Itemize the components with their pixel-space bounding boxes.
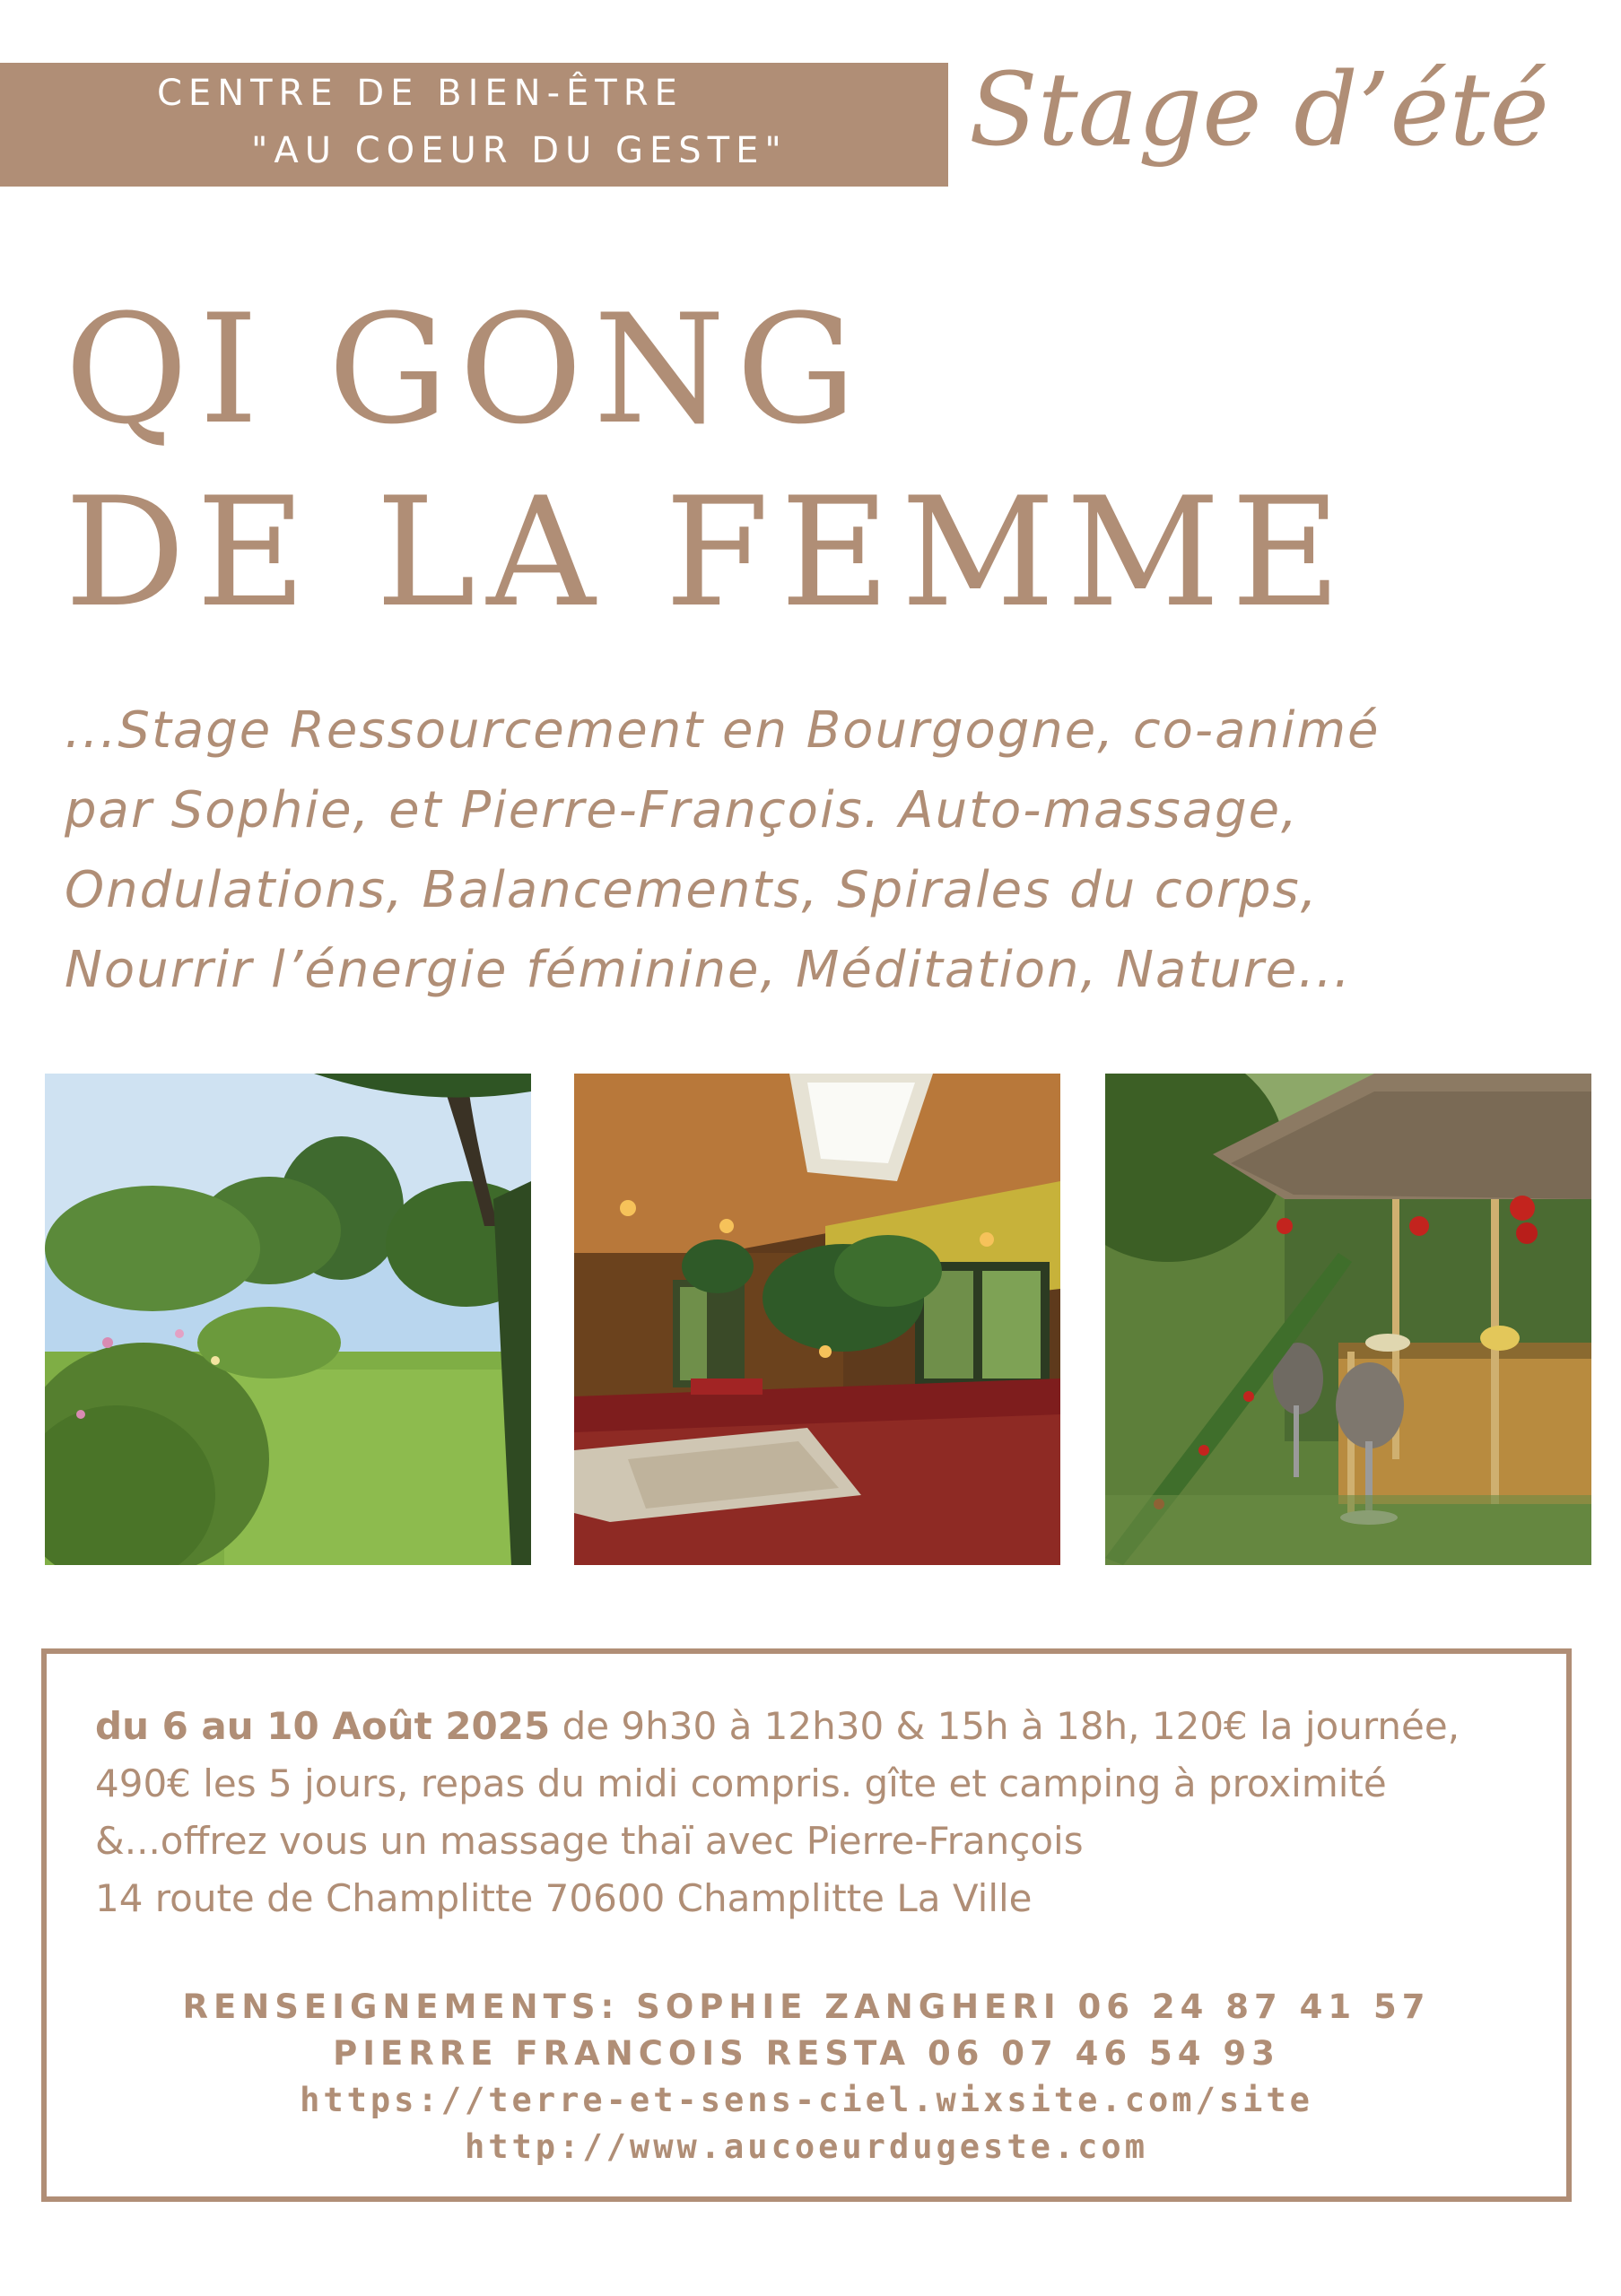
banner-line-1: CENTRE DE BIEN-ÊTRE [157, 73, 684, 114]
description-line: ...Stage Ressourcement en Bourgogne, co-animé [65, 701, 1381, 760]
price-line: 490€ les 5 jours, repas du midi compris. gîte et camping à proximité [95, 1761, 1387, 1805]
practice-room-photo [574, 1074, 1060, 1565]
contact-pierre-francois: PIERRE FRANCOIS RESTA 06 07 46 54 93 [333, 2034, 1280, 2073]
banner-line-2: "AU COEUR DU GESTE" [251, 130, 788, 171]
outdoor-bar-photo [1105, 1074, 1591, 1565]
stage-dates: du 6 au 10 Août 2025 [95, 1704, 551, 1748]
contact-sophie: RENSEIGNEMENTS: SOPHIE ZANGHERI 06 24 87 41 57 [182, 1987, 1431, 2026]
website-link-2[interactable]: http://www.aucoeurdugeste.com [464, 2127, 1148, 2166]
description-line: par Sophie, et Pierre-François. Auto-massage, [65, 781, 1299, 839]
website-link-1[interactable]: https://terre-et-sens-ciel.wixsite.com/site [300, 2081, 1313, 2119]
address-line: 14 route de Champlitte 70600 Champlitte La Ville [95, 1876, 1033, 1920]
center-name-banner [0, 63, 948, 187]
contact-info [41, 1984, 1572, 2170]
title-line-1: QI GONG [65, 282, 867, 457]
schedule-price: de 9h30 à 12h30 & 15h à 18h, 120€ la journée, [550, 1704, 1460, 1748]
massage-line: &...offrez vous un massage thaï avec Pierre-François [95, 1819, 1084, 1863]
dates-line [95, 1698, 1460, 1755]
stage-description [65, 691, 1572, 1010]
page-title [65, 278, 1352, 644]
stage-subtitle: Stage d’été [969, 52, 1549, 169]
description-line: Nourrir l’énergie féminine, Méditation, Nature... [65, 941, 1352, 999]
description-line: Ondulations, Balancements, Spirales du corps, [65, 861, 1319, 919]
title-line-2: DE LA FEMME [65, 465, 1352, 640]
garden-photo [45, 1074, 531, 1565]
stage-details [95, 1698, 1460, 1927]
